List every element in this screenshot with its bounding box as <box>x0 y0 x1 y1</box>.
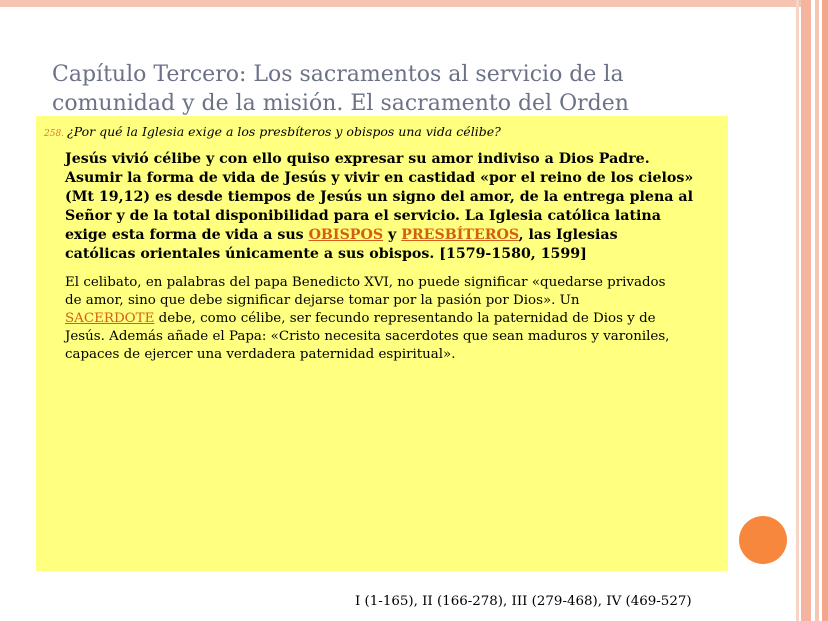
right-decorative-stripe <box>796 0 799 621</box>
answer-text: , las Iglesias <box>518 227 618 243</box>
slide-title-line-2: comunidad y de la misión. El sacramento del Orden <box>52 91 629 116</box>
comment-text: de amor, sino que debe significar dejarse tomar por la pasión por Dios». Un <box>65 293 580 308</box>
answer-line: católicas orientales únicamente a sus obispos. [1579-1580, 1599] <box>65 246 587 262</box>
right-decorative-stripe <box>822 0 828 621</box>
footer-sections: I (1-165), II (166-278), III (279-468), IV (469-527) <box>355 594 692 609</box>
slide-title-line-1: Capítulo Tercero: Los sacramentos al servicio de la <box>52 62 624 87</box>
comment-text: debe, como célibe, ser fecundo representando la paternidad de Dios y de <box>154 311 656 326</box>
comment-paragraph <box>65 274 727 364</box>
obispos-link[interactable]: OBISPOS <box>308 227 384 243</box>
slide-title <box>52 60 752 118</box>
answer-paragraph <box>65 150 727 264</box>
sacerdote-link[interactable]: SACERDOTE <box>65 311 155 326</box>
comment-line <box>65 292 727 310</box>
comment-line: El celibato, en palabras del papa Benedicto XVI, no puede significar «quedarse privados <box>65 275 666 290</box>
comment-line: Jesús. Además añade el Papa: «Cristo necesita sacerdotes que sean maduros y varoniles, <box>65 329 670 344</box>
answer-line: Asumir la forma de vida de Jesús y vivir en castidad «por el reino de los cielos» <box>65 170 694 186</box>
accent-circle <box>739 516 787 564</box>
presbiteros-link[interactable]: PRESBÍTEROS <box>401 227 519 243</box>
answer-line: Señor y de la total disponibilidad para el servicio. La Iglesia católica latina <box>65 208 661 224</box>
top-decorative-bar <box>0 0 828 7</box>
answer-line: Jesús vivió célibe y con ello quiso expresar su amor indiviso a Dios Padre. <box>65 151 650 167</box>
right-decorative-stripe <box>801 0 811 621</box>
answer-text: y <box>383 227 402 243</box>
question-number: 258. <box>44 129 65 139</box>
comment-line: capaces de ejercer una verdadera paternidad espiritual». <box>65 347 456 362</box>
answer-text: exige esta forma de vida a sus <box>65 227 309 243</box>
content-box <box>36 116 728 571</box>
question-text: ¿Por qué la Iglesia exige a los presbíteros y obispos una vida célibe? <box>67 124 501 139</box>
answer-line <box>65 226 727 245</box>
comment-line <box>65 310 727 328</box>
question <box>44 124 724 139</box>
answer-line: (Mt 19,12) es desde tiempos de Jesús un signo del amor, de la entrega plena al <box>65 189 693 205</box>
